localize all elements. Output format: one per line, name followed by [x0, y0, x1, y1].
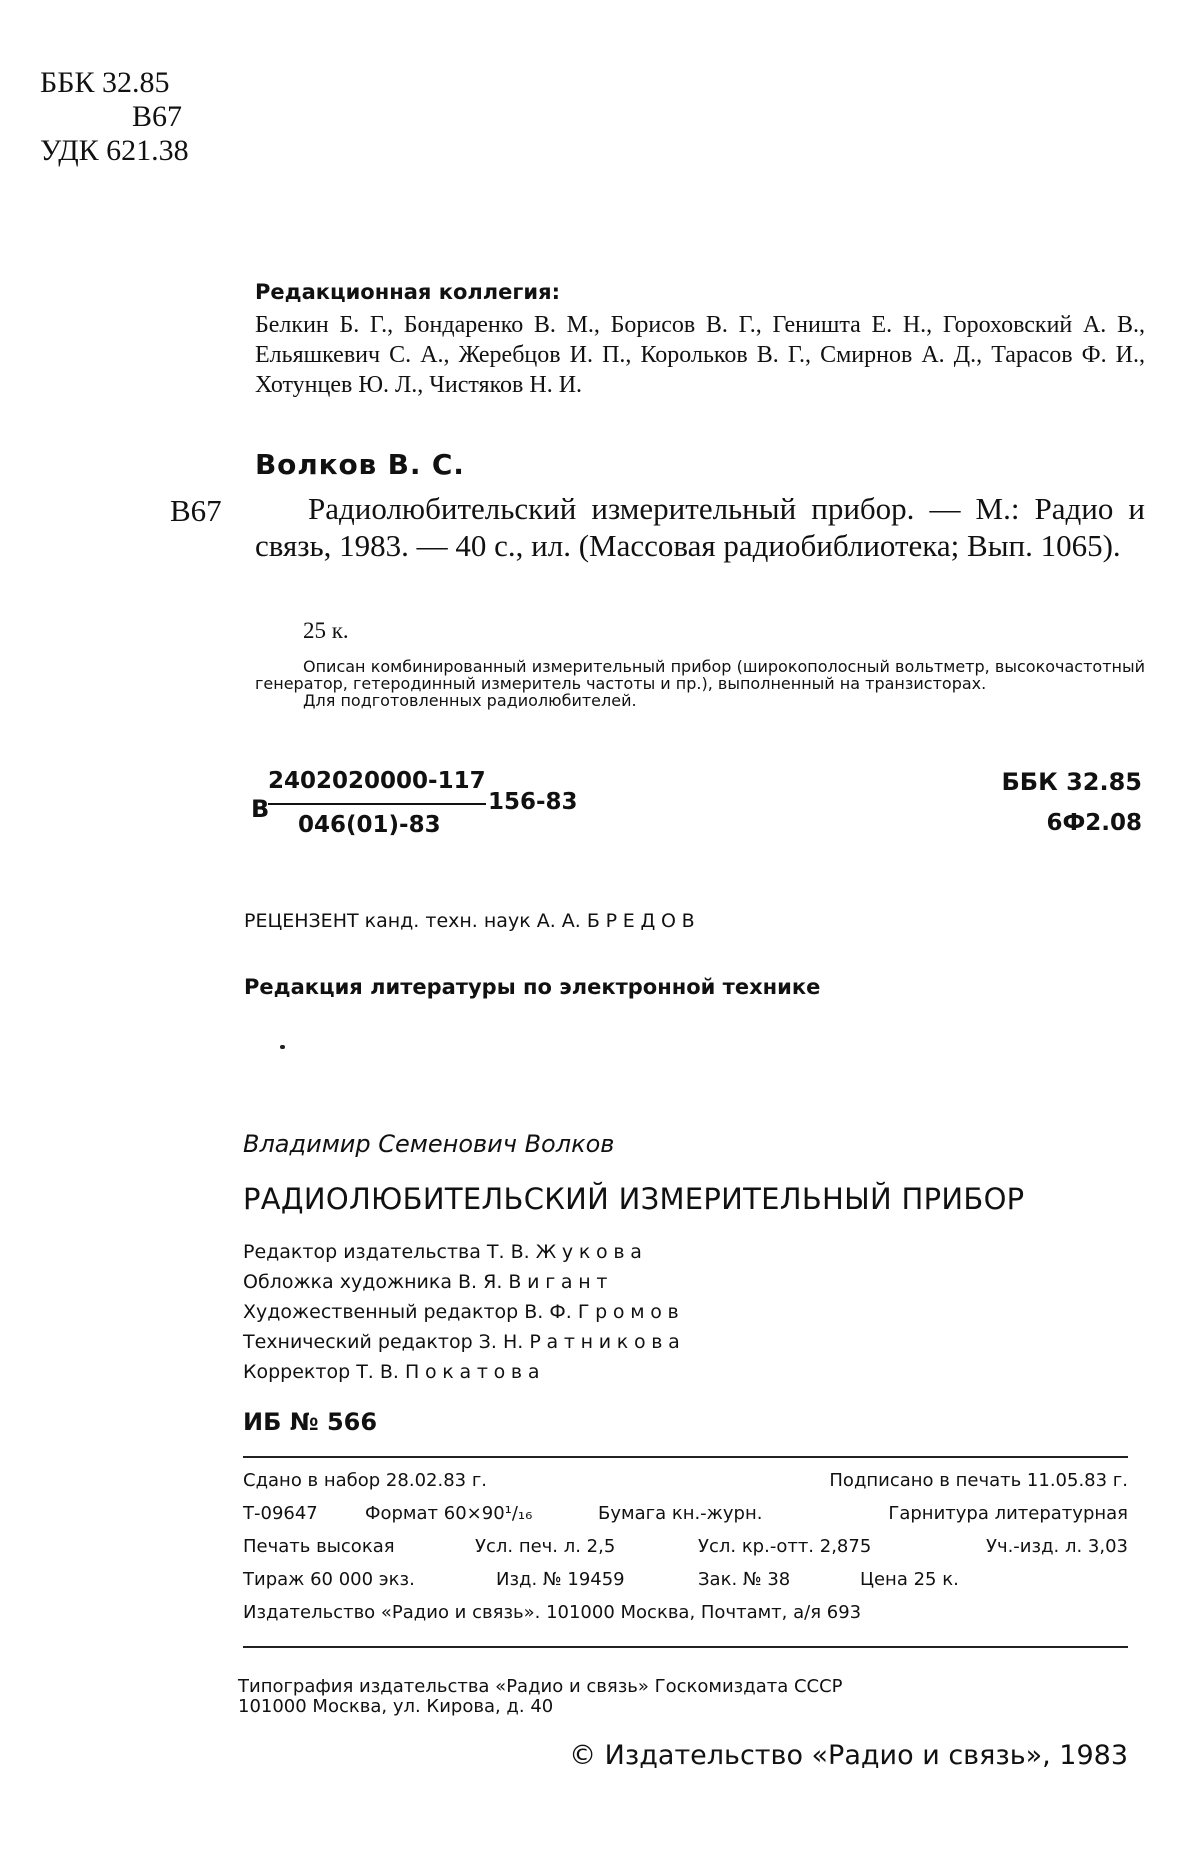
udk-code: УДК 621.38 — [40, 134, 189, 167]
credit-role: Технический редактор З. Н. — [243, 1331, 524, 1353]
ib-number: ИБ № 566 — [243, 1408, 378, 1436]
reviewer-name: БРЕДОВ — [586, 910, 701, 932]
credit-role: Художественный редактор В. Ф. — [243, 1301, 572, 1323]
imprint-rule-top — [243, 1456, 1128, 1458]
credit-line — [243, 1267, 686, 1297]
credit-line — [243, 1357, 686, 1387]
imprint-block — [243, 1470, 1128, 1640]
credit-person: Ратникова — [529, 1331, 686, 1353]
credit-role: Корректор Т. В. — [243, 1361, 399, 1383]
imprint-cell: Усл. кр.-отт. 2,875 — [698, 1536, 872, 1557]
editorial-office: Редакция литературы по электронной технике — [244, 975, 821, 999]
credits — [243, 1237, 686, 1387]
subject-code: 6Ф2.08 — [1046, 810, 1142, 836]
copyright: © Издательство «Радио и связь», 1983 — [569, 1740, 1128, 1771]
print-speck — [280, 1045, 285, 1049]
imprint-cell: Цена 25 к. — [860, 1569, 959, 1590]
annotation-audience: Для подготовленных радиолюбителей. — [303, 691, 637, 710]
editorial-board — [255, 280, 1145, 400]
code-numerator: 2402020000-117 — [268, 768, 486, 794]
imprint-cell: Т-09647 — [243, 1503, 318, 1524]
credit-role: Обложка художника В. Я. — [243, 1271, 503, 1293]
printing-house — [238, 1677, 843, 1717]
editorial-board-members: Белкин Б. Г., Бондаренко В. М., Борисов В. Г., Геништа Е. Н., Гороховский А. В., Ельяшкевич С. А., Жеребцов И. П., Корольков В. Г., Смирнов А. Д., Тарасов Ф. И., Хотунцев Ю. Л., Чистяков Н. И. — [255, 312, 1145, 398]
author-full-name: Владимир Семенович Волков — [243, 1130, 615, 1158]
credit-line — [243, 1237, 686, 1267]
annotation-text: Описан комбинированный измерительный прибор (широкополосный вольтметр, высокочастотный генератор, гетеродинный измеритель частоты и пр.), выполненный на транзисторах. — [255, 657, 1145, 693]
credit-role: Редактор издательства Т. В. — [243, 1241, 530, 1263]
annotation — [255, 658, 1145, 709]
code-denominator: 046(01)-83 — [298, 812, 441, 838]
imprint-cell: Печать высокая — [243, 1536, 395, 1557]
credit-person: Жукова — [535, 1241, 648, 1263]
fraction-line — [268, 803, 486, 805]
imprint-cell: Изд. № 19459 — [496, 1569, 625, 1590]
imprint-cell: Зак. № 38 — [698, 1569, 791, 1590]
catalog-title-entry: Радиолюбительский измерительный прибор. — М.: Радио и связь, 1983. — 40 с., ил. (Массовая радиобиблиотека; Вып. 1065). — [255, 491, 1145, 563]
catalog-price: 25 к. — [303, 618, 349, 643]
code-prefix: В — [251, 795, 270, 823]
code-suffix: 156-83 — [488, 789, 578, 815]
imprint-cell: Гарнитура литературная — [888, 1503, 1128, 1524]
catalog-author: Волков В. С. — [255, 448, 465, 481]
imprint-row — [243, 1470, 1128, 1496]
imprint-row — [243, 1503, 1128, 1529]
imprint-cell: Издательство «Радио и связь». 101000 Москва, Почтамт, а/я 693 — [243, 1602, 862, 1623]
imprint-cell: Уч.-изд. л. 3,03 — [985, 1536, 1128, 1557]
imprint-row — [243, 1536, 1128, 1562]
imprint-row — [243, 1569, 1128, 1595]
classification-block — [40, 66, 189, 168]
imprint-cell: Подписано в печать 11.05.83 г. — [829, 1470, 1128, 1491]
credit-line — [243, 1297, 686, 1327]
imprint-cell: Формат 60×90¹/₁₆ — [365, 1503, 533, 1524]
imprint-cell: Тираж 60 000 экз. — [243, 1569, 415, 1590]
credit-line — [243, 1327, 686, 1357]
book-title: РАДИОЛЮБИТЕЛЬСКИЙ ИЗМЕРИТЕЛЬНЫЙ ПРИБОР — [243, 1182, 1025, 1216]
printing-house-line: Типография издательства «Радио и связь» Госкомиздата СССР — [238, 1676, 843, 1697]
bbk-code: ББК 32.85 — [40, 66, 170, 99]
reviewer — [244, 910, 700, 932]
author-mark: В67 — [132, 100, 183, 133]
credit-person: Вигант — [508, 1271, 614, 1293]
imprint-cell: Усл. печ. л. 2,5 — [475, 1536, 616, 1557]
imprint-row — [243, 1602, 1128, 1628]
imprint-cell: Сдано в набор 28.02.83 г. — [243, 1470, 487, 1491]
bbk-code-right: ББК 32.85 — [1001, 768, 1142, 796]
catalog-index-code: В67 — [170, 493, 222, 528]
credit-person: Покатова — [405, 1361, 546, 1383]
imprint-rule-bottom — [243, 1646, 1128, 1648]
printing-house-address: 101000 Москва, ул. Кирова, д. 40 — [238, 1696, 554, 1717]
editorial-board-heading: Редакционная коллегия: — [255, 280, 560, 304]
reviewer-label: РЕЦЕНЗЕНТ канд. техн. наук А. А. — [244, 910, 581, 932]
imprint-cell: Бумага кн.-журн. — [598, 1503, 763, 1524]
credit-person: Громов — [577, 1301, 685, 1323]
